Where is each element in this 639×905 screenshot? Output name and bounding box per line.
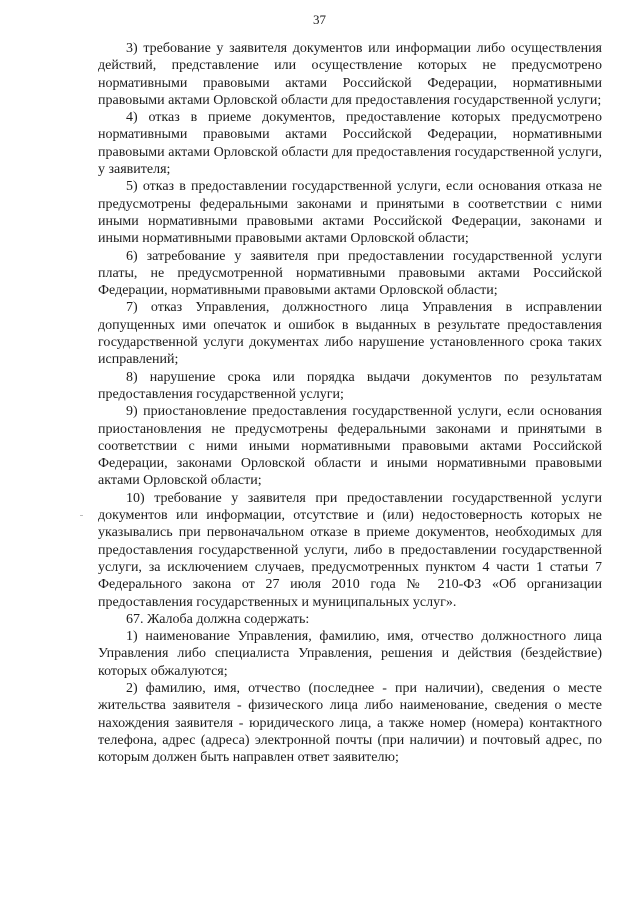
paragraph-item-5: 5) отказ в предоставлении государственной услуги, если основания отказа не предусмотрены федеральными законами и принятыми в соответствии с ними иными нормативными правовыми актами Российской Федерации, законами и иными нормативными правовыми актами Орловской области; bbox=[98, 179, 602, 247]
paragraph-item-4: 4) отказ в приеме документов, предоставление которых предусмотрено нормативными правовыми актами Российской Федерации, нормативными правовыми актами Орловской области для предоставления государственной услуги, у заявителя; bbox=[98, 110, 602, 178]
paragraph-item-10: 10) требование у заявителя при предоставлении государственной услуги документов или информации, отсутствие и (или) недостоверность которых не указывались при первоначальном отказе в приеме документов, необходимых для предоставления государственной услуги, либо в предоставлении государственной услуги, за исключением случаев, предусмотренных пунктом 4 части 1 статьи 7 Федерального закона от 27 июля 2010 года № 210-ФЗ «Об организации предоставления государственных и муниципальных услуг». bbox=[98, 490, 602, 610]
scan-margin-mark bbox=[80, 515, 83, 516]
paragraph-67-item-1: 1) наименование Управления, фамилию, имя, отчество должностного лица Управления либо специалиста Управления, решения и действия (бездействие) которых обжалуются; bbox=[98, 629, 602, 679]
paragraph-item-8: 8) нарушение срока или порядка выдачи документов по результатам предоставления государственной услуги; bbox=[98, 369, 602, 402]
document-body bbox=[98, 40, 602, 766]
paragraph-item-3: 3) требование у заявителя документов или информации либо осуществления действий, представление или осуществление которых не предусмотрено нормативными правовыми актами Российской Федерации, нормативными правовыми актами Орловской области для предоставления государственной услуги; bbox=[98, 41, 602, 108]
paragraph-item-6: 6) затребование у заявителя при предоставлении государственной услуги платы, не предусмотренной нормативными правовыми актами Российской Федерации, нормативными правовыми актами Орловской области; bbox=[98, 248, 602, 299]
paragraph-item-9: 9) приостановление предоставления государственной услуги, если основания приостановления не предусмотрены федеральными законами и принятыми в соответствии с ними иными нормативными правовыми актами Российской Федерации, законами Орловской области и иными нормативными правовыми актами Орловской области; bbox=[98, 404, 602, 489]
paragraph-item-7: 7) отказ Управления, должностного лица Управления в исправлении допущенных ими опечаток и ошибок в выданных в результате предоставления государственной услуги документах либо нарушение установленного срока таких исправлений; bbox=[98, 300, 602, 368]
page-number: 37 bbox=[313, 12, 326, 27]
paragraph-67-heading: 67. Жалоба должна содержать: bbox=[126, 611, 310, 627]
paragraph-67-item-2: 2) фамилию, имя, отчество (последнее - при наличии), сведения о месте жительства заявителя - физического лица либо наименование, сведения о месте нахождения заявителя - юридического лица, а также номер (номера) контактного телефона, адрес (адреса) электронной почты (при наличии) и почтовый адрес, по которым должен быть направлен ответ заявителю; bbox=[98, 680, 602, 766]
